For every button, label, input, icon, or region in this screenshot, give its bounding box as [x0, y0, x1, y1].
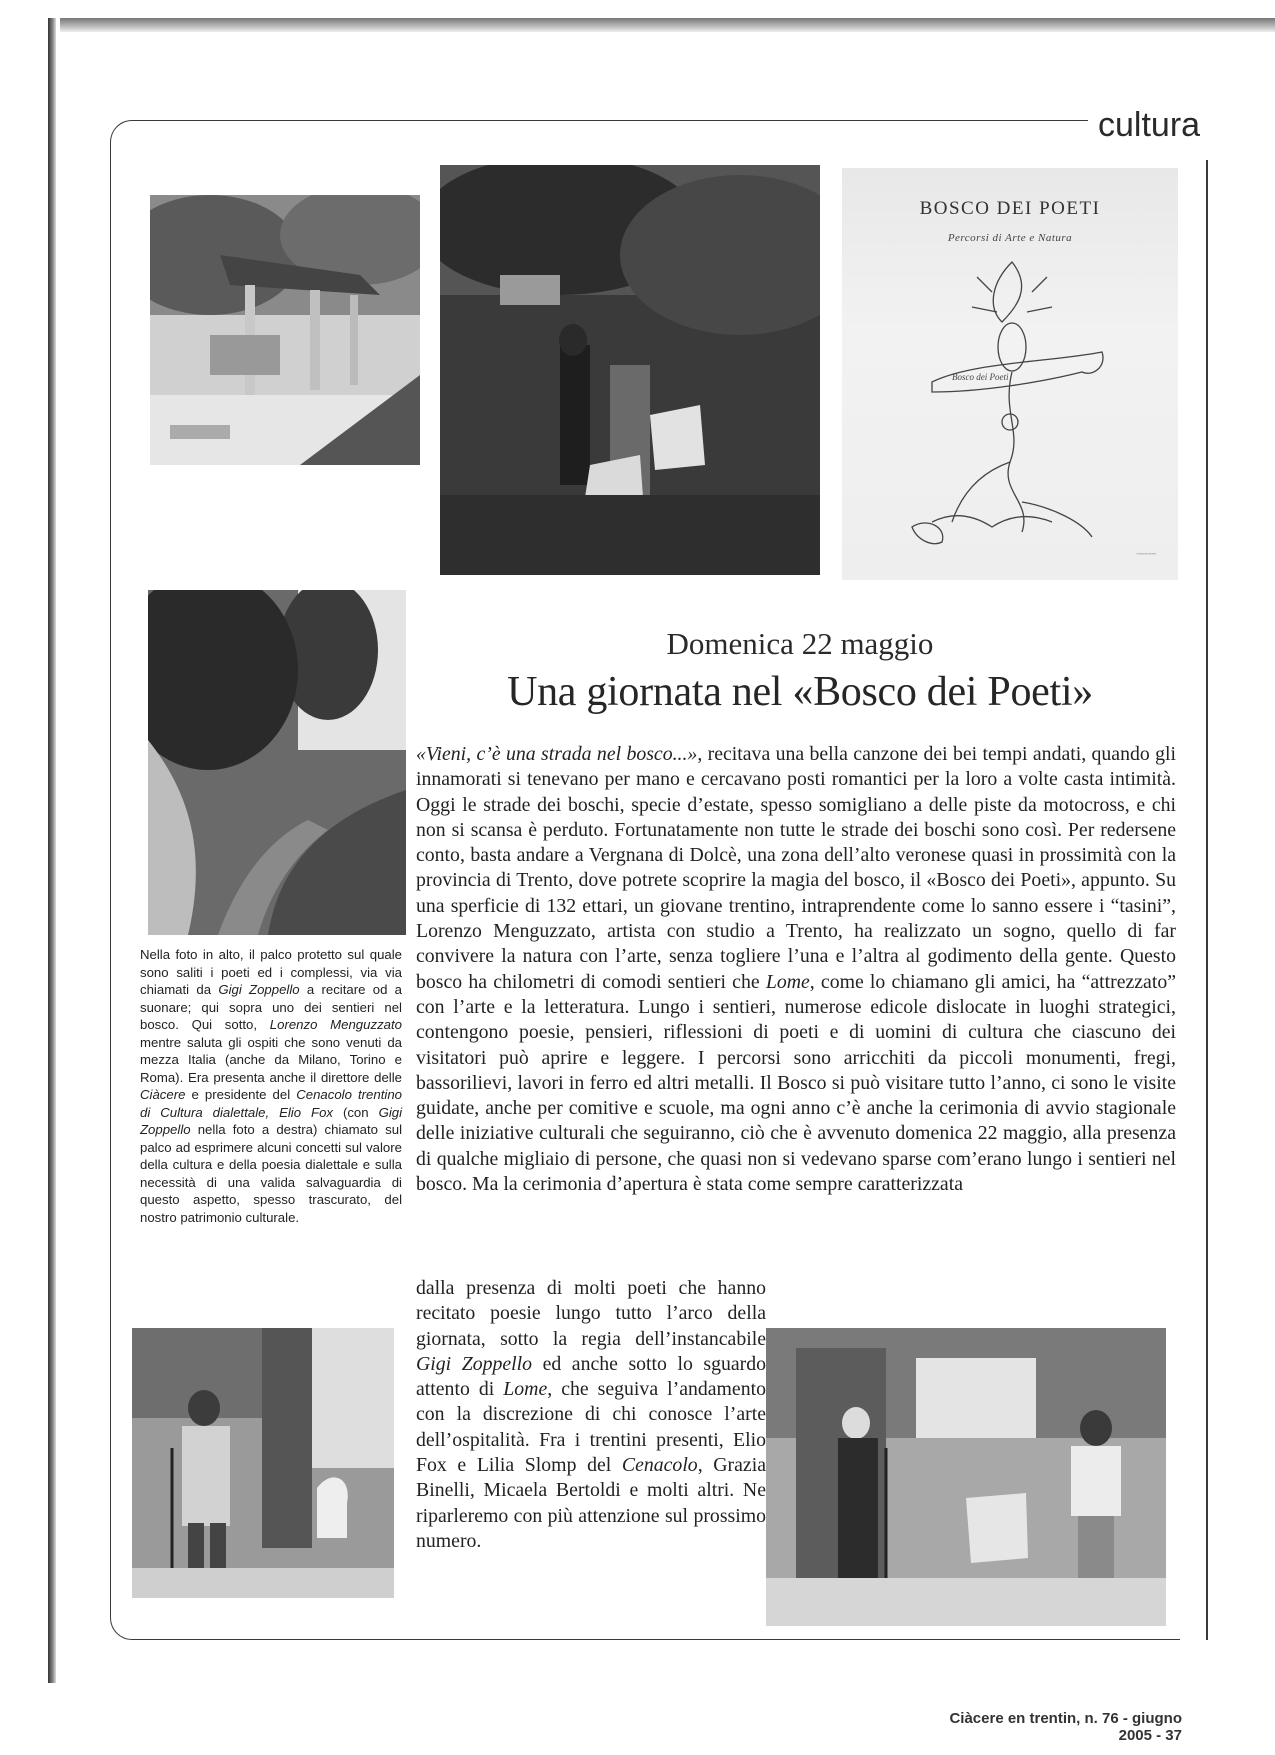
article-name: Lome: [765, 970, 810, 993]
article-text: dalla presenza di molti poeti che hanno recitato poesie lungo tutto l’arco della giornata, sotto la regia dell’instancabile: [416, 1277, 766, 1350]
photo-path-chairs: [440, 165, 820, 575]
article-text: , recitava una bella canzone dei bei tempi andati, quando gli innamorati si tenevano per mano e cercavano posti romantici per la loro a volte casta intimità. Oggi le strade dei boschi, specie d’estate, spesso somigliano a delle piste da motocross, e chi non si scansa è perduto. Fortunatamente non tutte le strade dei boschi sono così. Per redersene conto, basta andare a Vergnana di Dolcè, una zona dell’alto veronese quasi in prossimità con la provincia di Trento, dove potrete scoprire la magia del bosco, il «Bosco dei Poeti», appunto. Su una sperficie di 132 ettari, un giovane trentino, intraprendente come lo sanno essere i “tasini”, Lorenzo Menguzzato, artista con studio a Trento, ha realizzato un sogno, quello di far convivere la natura con l’arte, senza togliere l’una e l’altra al godimento della gente. Questo bosco ha chilometri di comodi sentieri che: [416, 743, 1176, 993]
photo-speaker-left: [132, 1328, 394, 1598]
article-name: Gigi Zoppello: [416, 1352, 533, 1375]
article-headline: Una giornata nel «Bosco dei Poeti»: [507, 669, 1093, 715]
photo-caption: [140, 946, 402, 1226]
caption-text: (con: [333, 1104, 379, 1120]
caption-text: nella foto a destra) chiamato sul palco ad esprimere alcuni concetti sul valore della cultura e della poesia dialettale e sulla necessità di una valida salvaguardia di questo aspetto, spesso trascurato, del nostro patrimonio culturale.: [140, 1122, 402, 1225]
scan-edge-left: [48, 18, 56, 1683]
caption-text: mentre saluta gli ospiti che sono venuti da mezza Italia (anche da Milano, Torino e Roma). Era presenta anche il direttore delle: [140, 1034, 402, 1085]
book-credit-mark: ~~~~~~: [1136, 552, 1156, 558]
caption-name: Lorenzo Menguzzato: [269, 1017, 402, 1032]
article-quote: «Vieni, c’è una strada nel bosco...»: [416, 743, 698, 765]
caption-name: Gigi Zoppello: [218, 982, 300, 997]
article-text: , che seguiva l’andamento con la discrezione di chi conosce l’arte dell’ospitalità. Fra i trentini presenti, Elio Fox e Lilia Slomp del: [416, 1378, 766, 1477]
article-text: ed anche sotto lo sguardo attento di: [416, 1352, 766, 1401]
article-name: Lome: [503, 1378, 548, 1401]
article-body-continued: [416, 1276, 766, 1554]
article-text: , Grazia Binelli, Micaela Bertoldi e molti altri. Ne riparleremo con più attenzione sul prossimo numero.: [416, 1454, 766, 1552]
figure-inscription: Bosco dei Poeti: [952, 372, 1009, 382]
article-body: [416, 742, 1176, 1197]
caption-text: Nella foto in alto, il palco protetto sul quale sono saliti i poeti ed i complessi, via via chiamati da: [140, 947, 402, 997]
tree-figure-drawing: [892, 252, 1132, 552]
frame-rule-right: [1206, 160, 1208, 1640]
caption-text: a recitare od a suonare; qui sopra uno dei sentieri nel bosco. Qui sotto,: [140, 982, 403, 1032]
section-label: cultura: [1088, 106, 1204, 145]
caption-text: e presidente del: [185, 1087, 297, 1102]
photo-trail: [148, 590, 406, 935]
scan-edge-top: [60, 18, 1275, 32]
caption-name: Cenacolo trentino di Cultura dialettale, Elio Fox: [140, 1087, 402, 1120]
book-title: BOSCO DEI POETI: [919, 198, 1101, 219]
article-kicker: Domenica 22 maggio: [666, 626, 934, 661]
page-footer: Ciàcere en trentin, n. 76 - giugno 2005 - 37: [949, 1710, 1182, 1744]
photo-stage: [150, 195, 420, 465]
photo-speakers-right: [766, 1328, 1166, 1626]
book-subtitle: Percorsi di Arte e Natura: [947, 232, 1073, 244]
article-name: Cenacolo: [621, 1454, 698, 1477]
book-cover: [842, 168, 1178, 580]
caption-name: Gigi Zoppello: [140, 1104, 403, 1137]
article-text: , come lo chiamano gli amici, ha “attrezzato” con l’arte e la letteratura. Lungo i sentieri, numerose edicole dislocate in luoghi strategici, contengono poesie, pensieri, riflessioni di poeti e di uomini di cultura che ciascuno dei visitatori può aprire e leggere. I percorsi sono arricchiti da piccoli monumenti, fregi, bassorilievi, lavori in ferro ed altri metalli. Il Bosco si può visitare tutto l’anno, ci sono le visite guidate, anche per comitive e scuole, ma ogni anno c’è anche la cerimonia di avvio stagionale delle iniziative culturali che seguiranno, ciò che è avvenuto domenica 22 maggio, alla presenza di qualche migliaio di persone, che quasi non si vedevano sparse com’erano lungo i sentieri nel bosco. Ma la cerimonia d’apertura è stata come sempre caratterizzata: [416, 970, 1176, 1196]
caption-name: Ciàcere: [140, 1087, 186, 1102]
